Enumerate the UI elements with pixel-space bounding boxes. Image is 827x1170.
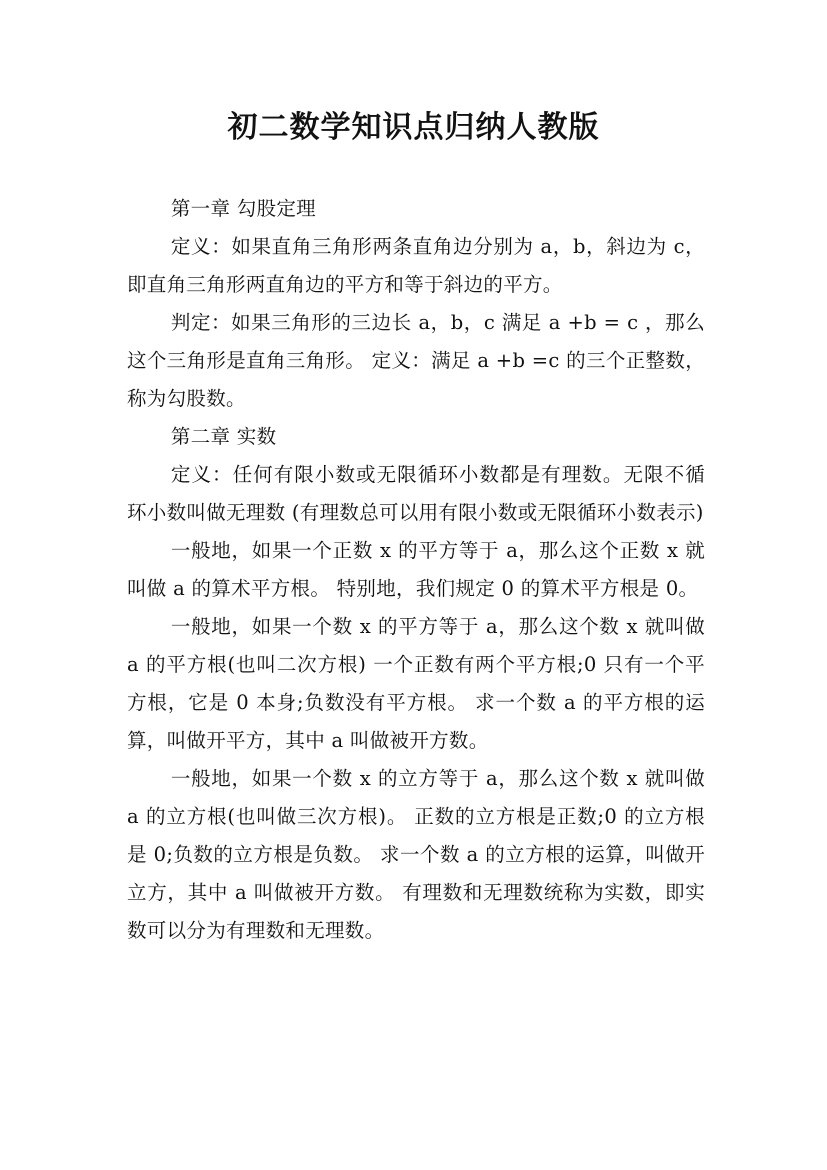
paragraph-square-root: 一般地，如果一个数 x 的平方等于 a，那么这个数 x 就叫做 a 的平方根(也叫二次方根) 一个正数有两个平方根;0 只有一个平方根，它是 0 本身;负数没有平方根。 求一个数 a 的平方根的运算，叫做开平方，其中 a 叫做被开方数。 <box>127 615 705 752</box>
paragraph-cube-root: 一般地，如果一个数 x 的立方等于 a，那么这个数 x 就叫做 a 的立方根(也叫做三次方根)。 正数的立方根是正数;0 的立方根是 0;负数的立方根是负数。 求一个数 a 的立方根的运算，叫做开立方，其中 a 叫做被开方数。 有理数和无理数统称为实数，即实数可以分为有理数和无理数。 <box>127 767 705 942</box>
page-title: 初二数学知识点归纳人教版 <box>227 110 600 145</box>
chapter-heading-1: 第一章 勾股定理 <box>170 197 316 220</box>
document-body <box>127 190 705 950</box>
paragraph-definition-pythagorean: 定义：如果直角三角形两条直角边分别为 a，b，斜边为 c，即直角三角形两直角边的平方和等于斜边的平方。 <box>127 235 705 296</box>
paragraph-definition-rational: 定义：任何有限小数或无限循环小数都是有理数。无限不循环小数叫做无理数 (有理数总可以用有限小数或无限循环小数表示) <box>127 463 705 524</box>
chapter-heading-2: 第二章 实数 <box>170 425 277 448</box>
paragraph-arithmetic-square-root: 一般地，如果一个正数 x 的平方等于 a，那么这个正数 x 就叫做 a 的算术平方根。 特别地，我们规定 0 的算术平方根是 0。 <box>127 539 705 600</box>
paragraph-criterion-pythagorean: 判定：如果三角形的三边长 a，b，c 满足 a +b = c ，那么这个三角形是直角三角形。 定义：满足 a +b =c 的三个正整数，称为勾股数。 <box>127 311 705 410</box>
